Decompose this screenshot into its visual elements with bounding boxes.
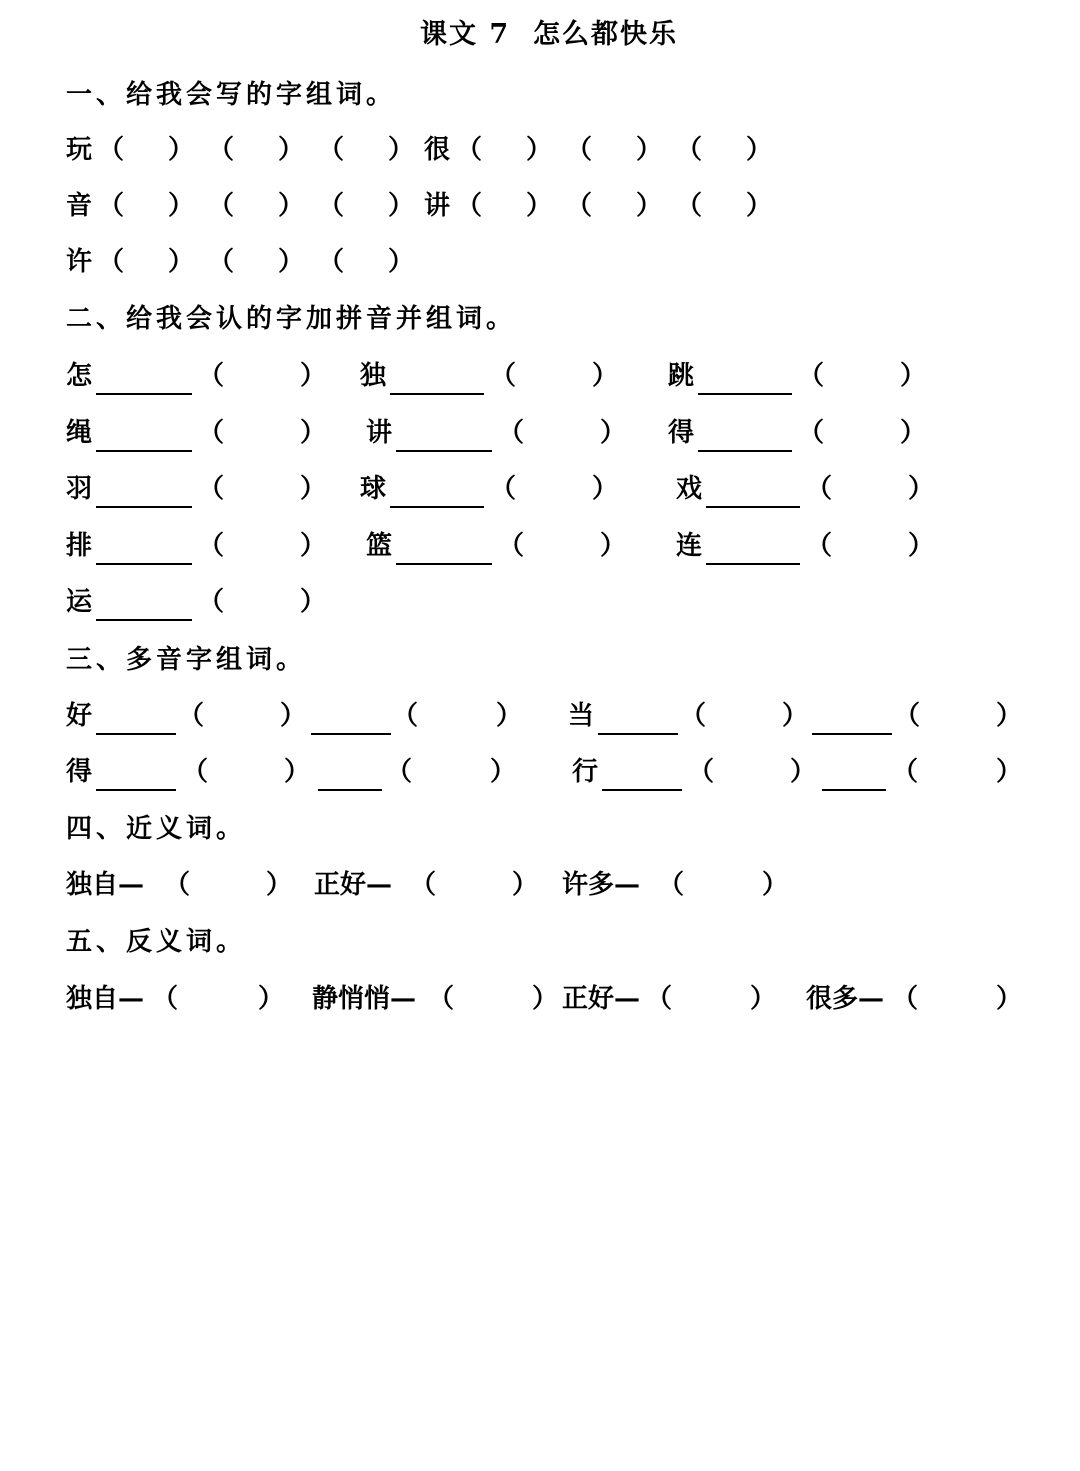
pinyin-blank[interactable] xyxy=(822,789,886,791)
paren-open: （ xyxy=(456,191,483,221)
paren-close: ） xyxy=(900,418,927,448)
paren-open: （ xyxy=(98,247,125,277)
paren-open: （ xyxy=(806,474,833,504)
pinyin-blank[interactable] xyxy=(396,563,492,565)
paren-open: （ xyxy=(198,418,225,448)
paren-close: ） xyxy=(284,757,311,787)
pinyin-blank[interactable] xyxy=(602,789,682,791)
paren-close: ） xyxy=(746,191,773,221)
pinyin-blank[interactable] xyxy=(96,393,192,395)
paren-open: （ xyxy=(428,984,455,1014)
paren-close: ） xyxy=(300,587,327,617)
paren-open: （ xyxy=(208,135,235,165)
paren-open: （ xyxy=(490,361,517,391)
item-char: 运 xyxy=(66,587,93,617)
polyphone-char: 行 xyxy=(572,757,599,787)
pinyin-blank[interactable] xyxy=(96,619,192,621)
paren-close: ） xyxy=(908,531,935,561)
pinyin-blank[interactable] xyxy=(96,789,176,791)
item-char: 篮 xyxy=(366,531,393,561)
paren-close: ） xyxy=(532,984,559,1014)
pinyin-blank[interactable] xyxy=(698,393,792,395)
paren-close: ） xyxy=(388,191,415,221)
word-char: 音 xyxy=(66,191,93,221)
page-title: 课文 7 怎么都快乐 xyxy=(420,19,678,50)
paren-open: （ xyxy=(658,870,685,900)
polyphone-char: 好 xyxy=(66,701,93,731)
paren-close: ） xyxy=(278,135,305,165)
item-char: 羽 xyxy=(66,474,93,504)
paren-close: ） xyxy=(490,757,517,787)
paren-close: ） xyxy=(636,135,663,165)
paren-open: （ xyxy=(208,191,235,221)
synonym-word: 独自— xyxy=(66,870,145,900)
paren-open: （ xyxy=(688,757,715,787)
pinyin-blank[interactable] xyxy=(812,733,892,735)
paren-open: （ xyxy=(498,418,525,448)
pinyin-blank[interactable] xyxy=(96,733,176,735)
paren-open: （ xyxy=(198,531,225,561)
paren-close: ） xyxy=(388,135,415,165)
paren-open: （ xyxy=(410,870,437,900)
pinyin-blank[interactable] xyxy=(390,506,484,508)
paren-open: （ xyxy=(456,135,483,165)
paren-close: ） xyxy=(300,531,327,561)
paren-close: ） xyxy=(996,757,1023,787)
paren-open: （ xyxy=(490,474,517,504)
paren-open: （ xyxy=(182,757,209,787)
pinyin-blank[interactable] xyxy=(706,506,800,508)
paren-close: ） xyxy=(790,757,817,787)
paren-close: ） xyxy=(168,135,195,165)
paren-open: （ xyxy=(178,701,205,731)
paren-close: ） xyxy=(512,870,539,900)
paren-close: ） xyxy=(388,247,415,277)
paren-open: （ xyxy=(676,191,703,221)
section-4-heading: 四、近义词。 xyxy=(66,814,247,844)
item-char: 球 xyxy=(360,474,387,504)
pinyin-blank[interactable] xyxy=(598,733,678,735)
synonym-word: 正好— xyxy=(314,870,393,900)
paren-open: （ xyxy=(208,247,235,277)
paren-open: （ xyxy=(892,757,919,787)
paren-open: （ xyxy=(318,247,345,277)
paren-open: （ xyxy=(318,135,345,165)
paren-close: ） xyxy=(526,191,553,221)
antonym-word: 独自— xyxy=(66,984,145,1014)
word-char: 讲 xyxy=(424,191,451,221)
paren-open: （ xyxy=(806,531,833,561)
paren-open: （ xyxy=(392,701,419,731)
paren-close: ） xyxy=(750,984,777,1014)
paren-close: ） xyxy=(592,361,619,391)
paren-close: ） xyxy=(746,135,773,165)
paren-close: ） xyxy=(600,531,627,561)
item-char: 连 xyxy=(676,531,703,561)
section-5-heading: 五、反义词。 xyxy=(66,927,247,957)
paren-close: ） xyxy=(996,701,1023,731)
paren-close: ） xyxy=(300,418,327,448)
paren-open: （ xyxy=(894,701,921,731)
section-3-heading: 三、多音字组词。 xyxy=(66,645,307,675)
paren-close: ） xyxy=(168,191,195,221)
paren-close: ） xyxy=(908,474,935,504)
antonym-word: 正好— xyxy=(562,984,641,1014)
paren-open: （ xyxy=(566,191,593,221)
paren-open: （ xyxy=(98,191,125,221)
word-char: 玩 xyxy=(66,135,93,165)
paren-close: ） xyxy=(278,247,305,277)
item-char: 跳 xyxy=(668,361,695,391)
paren-open: （ xyxy=(386,757,413,787)
paren-close: ） xyxy=(600,418,627,448)
antonym-word: 很多— xyxy=(806,984,885,1014)
pinyin-blank[interactable] xyxy=(706,563,800,565)
paren-open: （ xyxy=(646,984,673,1014)
paren-close: ） xyxy=(266,870,293,900)
item-char: 讲 xyxy=(366,418,393,448)
paren-close: ） xyxy=(280,701,307,731)
paren-open: （ xyxy=(198,474,225,504)
item-char: 得 xyxy=(668,418,695,448)
paren-close: ） xyxy=(592,474,619,504)
pinyin-blank[interactable] xyxy=(396,450,492,452)
synonym-word: 许多— xyxy=(562,870,641,900)
paren-close: ） xyxy=(168,247,195,277)
paren-close: ） xyxy=(762,870,789,900)
paren-open: （ xyxy=(676,135,703,165)
paren-open: （ xyxy=(152,984,179,1014)
pinyin-blank[interactable] xyxy=(96,563,192,565)
paren-close: ） xyxy=(300,474,327,504)
paren-open: （ xyxy=(198,587,225,617)
paren-close: ） xyxy=(526,135,553,165)
paren-close: ） xyxy=(636,191,663,221)
paren-open: （ xyxy=(498,531,525,561)
paren-open: （ xyxy=(164,870,191,900)
paren-close: ） xyxy=(900,361,927,391)
item-char: 排 xyxy=(66,531,93,561)
pinyin-blank[interactable] xyxy=(318,789,382,791)
section-1-heading: 一、给我会写的字组词。 xyxy=(66,80,397,110)
antonym-word: 静悄悄— xyxy=(312,984,417,1014)
paren-open: （ xyxy=(798,361,825,391)
paren-close: ） xyxy=(300,361,327,391)
paren-open: （ xyxy=(798,418,825,448)
paren-open: （ xyxy=(892,984,919,1014)
pinyin-blank[interactable] xyxy=(390,393,484,395)
item-char: 怎 xyxy=(66,361,93,391)
section-2-heading: 二、给我会认的字加拼音并组词。 xyxy=(66,304,517,334)
item-char: 绳 xyxy=(66,418,93,448)
pinyin-blank[interactable] xyxy=(698,450,792,452)
item-char: 戏 xyxy=(676,474,703,504)
paren-open: （ xyxy=(566,135,593,165)
pinyin-blank[interactable] xyxy=(96,450,192,452)
paren-close: ） xyxy=(782,701,809,731)
paren-close: ） xyxy=(258,984,285,1014)
word-char: 很 xyxy=(424,135,451,165)
paren-close: ） xyxy=(278,191,305,221)
paren-open: （ xyxy=(680,701,707,731)
polyphone-char: 当 xyxy=(568,701,595,731)
paren-open: （ xyxy=(318,191,345,221)
paren-open: （ xyxy=(198,361,225,391)
paren-close: ） xyxy=(496,701,523,731)
paren-open: （ xyxy=(98,135,125,165)
polyphone-char: 得 xyxy=(66,757,93,787)
paren-close: ） xyxy=(996,984,1023,1014)
item-char: 独 xyxy=(360,361,387,391)
pinyin-blank[interactable] xyxy=(311,733,391,735)
word-char: 许 xyxy=(66,247,93,277)
pinyin-blank[interactable] xyxy=(96,506,192,508)
